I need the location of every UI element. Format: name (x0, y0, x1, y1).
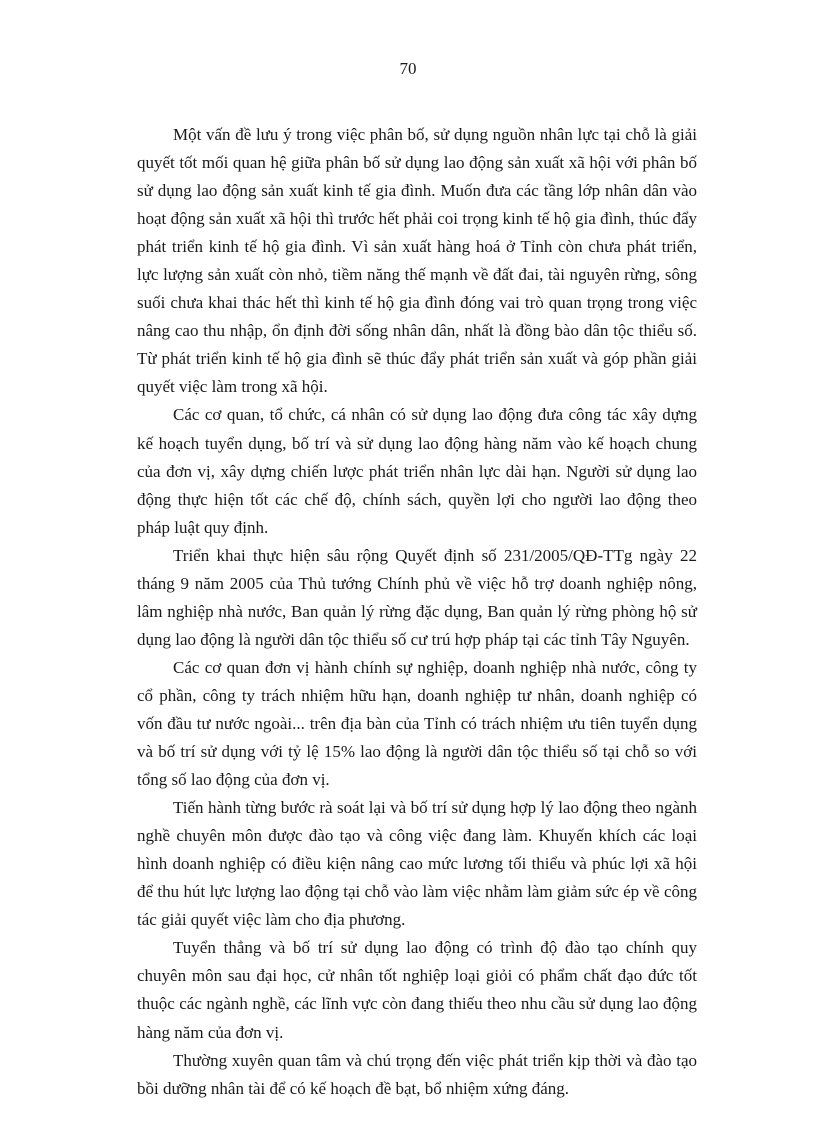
body-text (137, 121, 697, 1103)
paragraph-direct-recruitment: Tuyển thẳng và bố trí sử dụng lao động có trình độ đào tạo chính quy chuyên môn sau đại học, cử nhân tốt nghiệp loại giỏi có phẩm chất đạo đức tốt thuộc các ngành nghề, các lĩnh vực còn đang thiếu theo nhu cầu sử dụng lao động hàng năm của đơn vị. (137, 938, 697, 1042)
paragraph-talent-development: Thường xuyên quan tâm và chú trọng đến việc phát triển kịp thời và đào tạo bồi dưỡng nhân tài để có kế hoạch đề bạt, bổ nhiệm xứng đáng. (137, 1050, 697, 1098)
paragraph-household-economy: Một vấn đề lưu ý trong việc phân bố, sử dụng nguồn nhân lực tại chỗ là giải quyết tốt mối quan hệ giữa phân bố sử dụng lao động sản xuất xã hội với phân bố sử dụng lao động sản xuất kinh tế gia đình. Muốn đưa các tầng lớp nhân dân vào hoạt động sản xuất xã hội thì trước hết phải coi trọng kinh tế hộ gia đình, thúc đẩy phát triển kinh tế hộ gia đình. Vì sản xuất hàng hoá ở Tỉnh còn chưa phát triển, lực lượng sản xuất còn nhỏ, tiềm năng thế mạnh về đất đai, tài nguyên rừng, sông suối chưa khai thác hết thì kinh tế hộ gia đình đóng vai trò quan trọng trong việc nâng cao thu nhập, ổn định đời sống nhân dân, nhất là đồng bào dân tộc thiểu số. Từ phát triển kinh tế hộ gia đình sẽ thúc đẩy phát triển sản xuất và góp phần giải quyết việc làm trong xã hội. (137, 125, 697, 397)
page-number: 70 (399, 59, 417, 78)
paragraph-ethnic-quota: Các cơ quan đơn vị hành chính sự nghiệp, doanh nghiệp nhà nước, công ty cổ phần, công ty trách nhiệm hữu hạn, doanh nghiệp tư nhân, doanh nghiệp có vốn đầu tư nước ngoài... trên địa bàn của Tỉnh có trách nhiệm ưu tiên tuyển dụng và bố trí sử dụng với tỷ lệ 15% lao động là người dân tộc thiểu số tại chỗ so với tổng số lao động của đơn vị. (137, 657, 697, 790)
paragraph-decision-231: Triển khai thực hiện sâu rộng Quyết định số 231/2005/QĐ-TTg ngày 22 tháng 9 năm 2005 của Thủ tướng Chính phủ về việc hỗ trợ doanh nghiệp nông, lâm nghiệp nhà nước, Ban quản lý rừng đặc dụng, Ban quản lý rừng phòng hộ sử dụng lao động là người dân tộc thiểu số cư trú hợp pháp tại các tỉnh Tây Nguyên. (137, 545, 697, 649)
paragraph-recruitment-planning: Các cơ quan, tổ chức, cá nhân có sử dụng lao động đưa công tác xây dựng kế hoạch tuyển dụng, bố trí và sử dụng lao động hàng năm vào kế hoạch chung của đơn vị, xây dựng chiến lược phát triển nhân lực dài hạn. Người sử dụng lao động thực hiện tốt các chế độ, chính sách, quyền lợi cho người lao động theo pháp luật quy định. (137, 405, 697, 537)
paragraph-labor-review: Tiến hành từng bước rà soát lại và bố trí sử dụng hợp lý lao động theo ngành nghề chuyên môn được đào tạo và công việc đang làm. Khuyến khích các loại hình doanh nghiệp có điều kiện nâng cao mức lương tối thiểu và phúc lợi xã hội để thu hút lực lượng lao động tại chỗ vào làm việc nhằm làm giảm sức ép về công tác giải quyết việc làm cho địa phương. (137, 798, 697, 930)
